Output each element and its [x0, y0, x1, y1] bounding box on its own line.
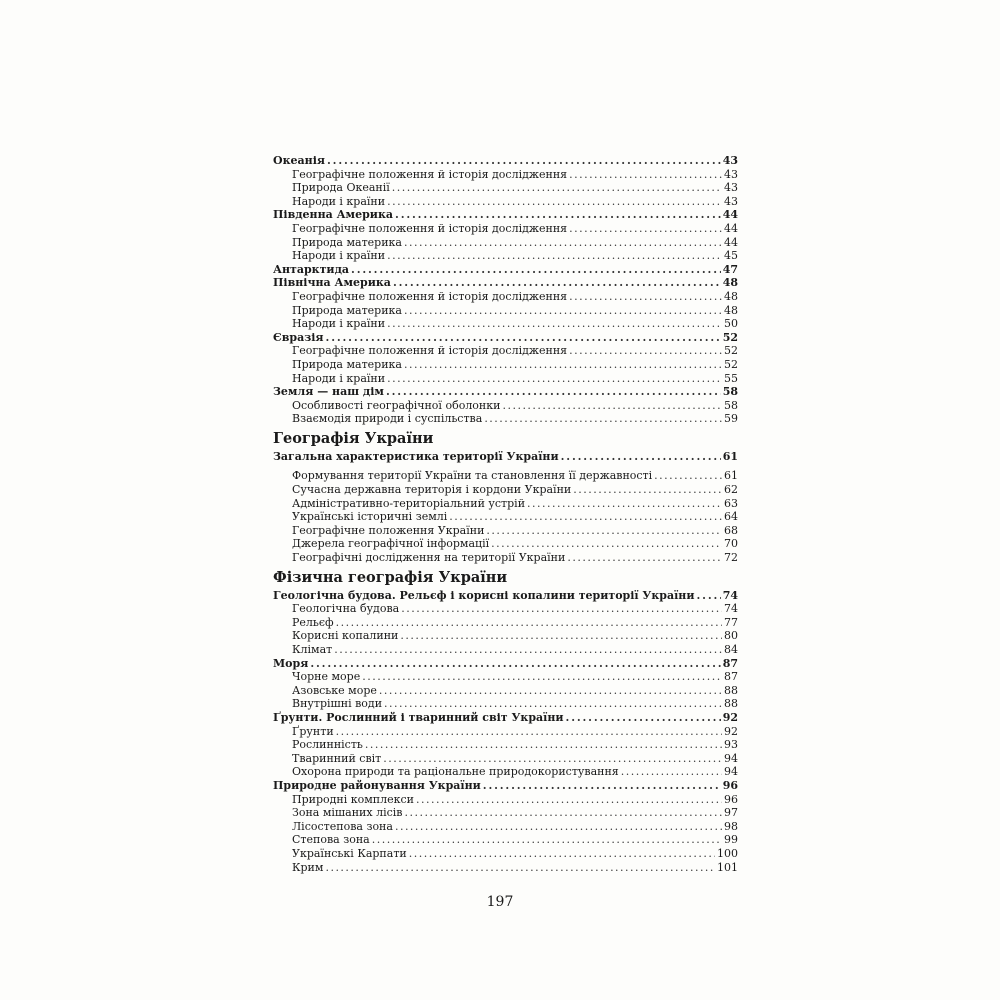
entry-page-number: 84 [724, 643, 738, 656]
entry-page-number: 101 [717, 860, 738, 874]
dot-leader [401, 602, 722, 616]
entry-page-number: 63 [724, 496, 738, 510]
entry-title: Внутрішні води [292, 697, 383, 711]
toc-subsection-entry[interactable] [273, 510, 738, 524]
entry-title: Географічне положення й історія дослідження [292, 221, 568, 235]
entry-title: Океанія [273, 154, 326, 167]
toc-subsection-entry[interactable] [273, 616, 738, 630]
entry-page-number: 87 [722, 656, 738, 670]
dot-leader [404, 358, 722, 372]
entry-title: Рослинність [292, 738, 363, 752]
dot-leader [387, 195, 722, 209]
page-number: 197 [486, 894, 514, 910]
entry-page-number: 44 [724, 235, 738, 249]
dot-leader [310, 657, 720, 671]
entry-title: Географічні дослідження на території України [292, 551, 566, 565]
toc-subsection-entry[interactable] [273, 497, 738, 511]
toc-section-entry[interactable] [273, 589, 738, 603]
table-of-contents [273, 154, 738, 874]
dot-leader [491, 537, 722, 551]
dot-leader [379, 684, 722, 698]
entry-title: Моря [273, 656, 309, 670]
entry-title: Тваринний світ [292, 751, 382, 765]
entry-title: Охорона природи та раціональне природокористування [292, 765, 619, 779]
part-heading: Фізична географія України [273, 568, 508, 586]
entry-page-number: 62 [724, 483, 738, 497]
entry-page-number: 52 [724, 344, 738, 358]
entry-title: Народи і країни [292, 371, 386, 385]
toc-section-entry[interactable] [273, 385, 738, 399]
toc-subsection-entry[interactable] [273, 752, 738, 766]
entry-page-number: 43 [722, 154, 738, 167]
toc-subsection-entry[interactable] [273, 304, 738, 318]
toc-subsection-entry[interactable] [273, 765, 738, 779]
dot-leader [697, 589, 721, 603]
entry-page-number: 43 [724, 194, 738, 208]
toc-section-entry[interactable] [273, 331, 738, 345]
entry-title: Сучасна державна територія і кордони України [292, 483, 572, 497]
entry-page-number: 52 [722, 330, 738, 344]
dot-leader [486, 524, 722, 538]
part-heading: Географія України [273, 429, 434, 447]
dot-leader [569, 344, 722, 358]
toc-section-entry[interactable] [273, 263, 738, 277]
entry-title: Загальна характеристика території України [273, 449, 559, 463]
toc-subsection-entry[interactable] [273, 222, 738, 236]
entry-title: Земля — наш дім [273, 385, 384, 399]
toc-section-entry[interactable] [273, 208, 738, 222]
entry-title: Клімат [292, 643, 333, 656]
dot-leader [567, 551, 722, 565]
dot-leader [502, 399, 722, 413]
toc-section-entry[interactable] [273, 450, 738, 464]
entry-page-number: 74 [724, 602, 738, 616]
toc-section-entry[interactable] [273, 711, 738, 725]
toc-subsection-entry[interactable] [273, 236, 738, 250]
dot-leader [561, 450, 721, 464]
entry-title: Геологічна будова [292, 602, 400, 616]
entry-page-number: 61 [724, 469, 738, 483]
dot-leader [484, 412, 722, 426]
entry-page-number: 48 [724, 303, 738, 317]
entry-title: Природне районування України [273, 778, 481, 792]
entry-page-number: 55 [724, 371, 738, 385]
entry-page-number: 43 [724, 181, 738, 195]
entry-title: Українські історичні землі [292, 510, 448, 524]
entry-title: Ґрунти. Рослинний і тваринний світ України [273, 710, 564, 724]
dot-leader [365, 738, 722, 752]
toc-subsection-entry[interactable] [273, 551, 738, 565]
entry-page-number: 48 [722, 276, 738, 290]
dot-leader [336, 725, 722, 739]
toc-subsection-entry[interactable] [273, 806, 738, 820]
dot-leader [569, 222, 722, 236]
dot-leader [384, 697, 722, 711]
entry-title: Українські Карпати [292, 846, 407, 860]
entry-page-number: 94 [724, 765, 738, 779]
entry-title: Народи і країни [292, 194, 386, 208]
dot-leader [621, 765, 722, 779]
entry-title: Формування території України та становлення її державності [292, 469, 653, 483]
dot-leader [566, 711, 721, 725]
toc-subsection-entry[interactable] [273, 483, 738, 497]
entry-page-number: 96 [724, 792, 738, 806]
entry-page-number: 61 [722, 449, 738, 463]
dot-leader [569, 290, 722, 304]
toc-subsection-entry[interactable] [273, 643, 738, 657]
entry-page-number: 58 [722, 385, 738, 399]
entry-title: Географічне положення й історія дослідження [292, 344, 568, 358]
toc-subsection-entry[interactable] [273, 399, 738, 413]
dot-leader [483, 779, 721, 793]
entry-title: Природа материка [292, 357, 402, 371]
dot-leader [527, 497, 722, 511]
entry-title: Південна Америка [273, 208, 394, 222]
entry-title: Ґрунти [292, 724, 334, 738]
entry-title: Природа материка [292, 235, 402, 249]
dot-leader [387, 317, 722, 331]
entry-page-number: 59 [724, 412, 738, 426]
toc-subsection-entry[interactable] [273, 684, 738, 698]
toc-subsection-entry[interactable] [273, 524, 738, 538]
entry-page-number: 98 [724, 819, 738, 833]
toc-subsection-entry[interactable] [273, 670, 738, 684]
entry-page-number: 43 [724, 167, 738, 181]
dot-leader [326, 331, 721, 345]
entry-title: Географічне положення й історія дослідження [292, 289, 568, 303]
entry-page-number: 64 [724, 510, 738, 524]
entry-page-number: 88 [724, 697, 738, 711]
dot-leader [569, 168, 722, 182]
dot-leader [393, 276, 721, 290]
dot-leader [395, 208, 721, 222]
entry-title: Географічне положення України [292, 523, 485, 537]
dot-leader [362, 670, 722, 684]
entry-title: Азовське море [292, 683, 377, 697]
dot-leader [325, 861, 715, 875]
entry-title: Корисні копалини [292, 629, 399, 643]
toc-subsection-entry[interactable] [273, 290, 738, 304]
dot-leader [392, 181, 722, 195]
toc-subsection-entry[interactable] [273, 629, 738, 643]
toc-subsection-entry[interactable] [273, 358, 738, 372]
entry-page-number: 92 [722, 710, 738, 724]
dot-leader [404, 304, 722, 318]
entry-page-number: 52 [724, 357, 738, 371]
dot-leader [383, 752, 722, 766]
toc-subsection-entry[interactable] [273, 793, 738, 807]
toc-subsection-entry[interactable] [273, 738, 738, 752]
dot-leader [400, 629, 722, 643]
entry-page-number: 45 [724, 249, 738, 263]
entry-page-number: 100 [717, 846, 738, 860]
entry-page-number: 87 [724, 670, 738, 684]
dot-leader [334, 643, 722, 657]
toc-subsection-entry[interactable] [273, 195, 738, 209]
dot-leader [336, 616, 722, 630]
dot-leader [327, 154, 721, 168]
entry-page-number: 44 [722, 208, 738, 222]
dot-leader [449, 510, 722, 524]
toc-subsection-entry[interactable] [273, 469, 738, 483]
dot-leader [395, 820, 722, 834]
dot-leader [372, 833, 722, 847]
entry-title: Географічне положення й історія дослідження [292, 167, 568, 181]
entry-title: Природа материка [292, 303, 402, 317]
entry-title: Північна Америка [273, 276, 391, 290]
entry-page-number: 88 [724, 683, 738, 697]
dot-leader [416, 793, 722, 807]
entry-page-number: 92 [724, 724, 738, 738]
toc-section-entry[interactable] [273, 779, 738, 793]
entry-title: Адміністративно-територіальний устрій [292, 496, 526, 510]
entry-title: Особливості географічної оболонки [292, 398, 501, 412]
toc-subsection-entry[interactable] [273, 344, 738, 358]
toc-subsection-entry[interactable] [273, 833, 738, 847]
entry-page-number: 80 [724, 629, 738, 643]
entry-page-number: 68 [724, 523, 738, 537]
toc-subsection-entry[interactable] [273, 372, 738, 386]
entry-title: Чорне море [292, 670, 361, 684]
entry-title: Джерела географічної інформації [292, 537, 490, 551]
entry-page-number: 44 [724, 221, 738, 235]
toc-section-entry[interactable] [273, 276, 738, 290]
entry-title: Антарктида [273, 262, 350, 276]
toc-subsection-entry[interactable] [273, 181, 738, 195]
dot-leader [404, 806, 722, 820]
entry-title: Євразія [273, 330, 324, 344]
toc-section-entry[interactable] [273, 657, 738, 671]
entry-page-number: 47 [722, 262, 738, 276]
entry-title: Природа Океанії [292, 181, 390, 195]
entry-page-number: 97 [724, 806, 738, 820]
dot-leader [387, 372, 722, 386]
toc-subsection-entry[interactable] [273, 847, 738, 861]
entry-page-number: 70 [724, 537, 738, 551]
entry-title: Степова зона [292, 833, 370, 847]
entry-page-number: 50 [724, 317, 738, 331]
entry-page-number: 72 [724, 551, 738, 565]
toc-subsection-entry[interactable] [273, 537, 738, 551]
toc-subsection-entry[interactable] [273, 725, 738, 739]
toc-subsection-entry[interactable] [273, 861, 738, 875]
dot-leader [409, 847, 715, 861]
entry-page-number: 96 [722, 778, 738, 792]
entry-page-number: 58 [724, 398, 738, 412]
entry-title: Геологічна будова. Рельєф і корисні копалини території України [273, 588, 695, 602]
dot-leader [386, 385, 721, 399]
toc-subsection-entry[interactable] [273, 412, 738, 426]
toc-subsection-entry[interactable] [273, 317, 738, 331]
entry-title: Природні комплекси [292, 792, 414, 806]
entry-title: Рельєф [292, 615, 334, 629]
entry-title: Зона мішаних лісів [292, 806, 403, 820]
dot-leader [654, 469, 722, 483]
entry-page-number: 99 [724, 833, 738, 847]
toc-section-entry[interactable] [273, 154, 738, 168]
entry-page-number: 77 [724, 615, 738, 629]
toc-subsection-entry[interactable] [273, 602, 738, 616]
entry-title: Народи і країни [292, 249, 386, 263]
dot-leader [404, 236, 722, 250]
dot-leader [351, 263, 721, 277]
toc-subsection-entry[interactable] [273, 697, 738, 711]
entry-title: Взаємодія природи і суспільства [292, 412, 483, 426]
toc-subsection-entry[interactable] [273, 249, 738, 263]
entry-page-number: 48 [724, 289, 738, 303]
entry-title: Лісостепова зона [292, 819, 393, 833]
entry-page-number: 74 [722, 588, 738, 602]
entry-page-number: 94 [724, 751, 738, 765]
entry-title: Народи і країни [292, 317, 386, 331]
dot-leader [573, 483, 722, 497]
toc-subsection-entry[interactable] [273, 820, 738, 834]
toc-subsection-entry[interactable] [273, 168, 738, 182]
entry-page-number: 93 [724, 738, 738, 752]
dot-leader [387, 249, 722, 263]
entry-title: Крим [292, 860, 324, 874]
